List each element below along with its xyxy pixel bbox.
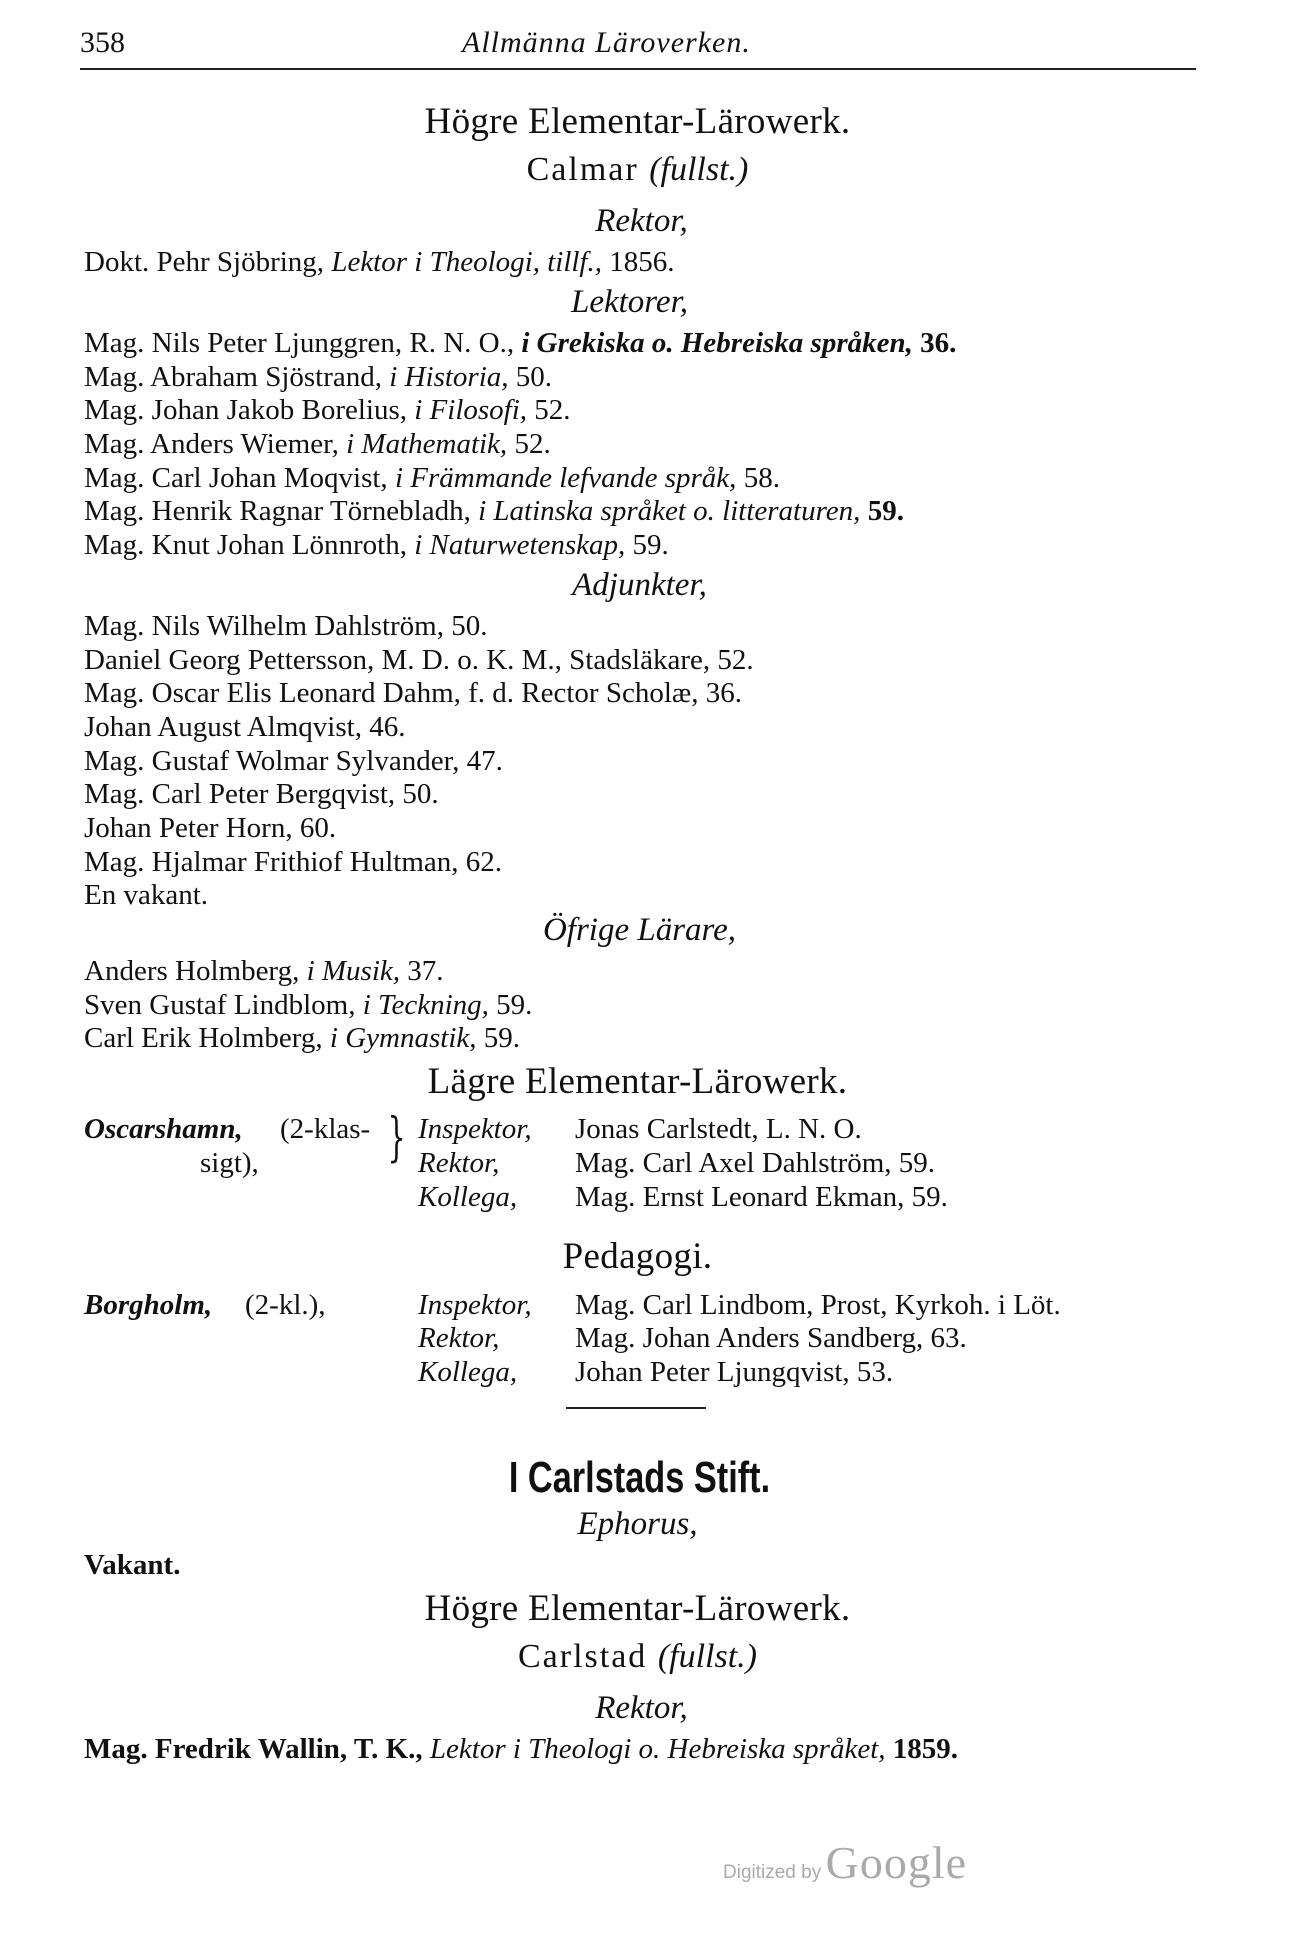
lektor-name: Mag. Carl Johan Moqvist, (84, 462, 388, 494)
list-item (84, 528, 669, 562)
rektor-year: 1859. (892, 1733, 959, 1765)
lektor-name: Mag. Abraham Sjöstrand, (84, 361, 383, 393)
ephorus-heading: Ephorus, (577, 1506, 698, 1542)
watermark-brand: Google (825, 1837, 968, 1888)
list-item (84, 1021, 520, 1055)
watermark-prefix: Digitized by (723, 1862, 822, 1883)
teacher-year: 59. (496, 989, 533, 1021)
city-carlstad (0, 1638, 1287, 1676)
staff-name: Mag. Johan Anders Sandberg, 63. (575, 1322, 967, 1354)
section-title-pedagogi: Pedagogi. (562, 1236, 713, 1277)
teacher-subject: i Teckning, (362, 989, 489, 1021)
list-item (84, 954, 444, 988)
section-divider (566, 1407, 706, 1409)
lektor-subject: i Historia, (389, 361, 509, 393)
staff-role: Rektor, (418, 1147, 500, 1179)
list-item: Mag. Nils Wilhelm Dahlström, 50. (84, 610, 488, 642)
list-item: Johan Peter Horn, 60. (84, 812, 337, 844)
staff-name: Mag. Ernst Leonard Ekman, 59. (575, 1181, 948, 1213)
lektor-name: Mag. Johan Jakob Borelius, (84, 394, 407, 426)
rektor-heading: Rektor, (595, 1690, 688, 1726)
lektor-subject: i Grekiska o. Hebreiska språken, (521, 327, 913, 359)
rektor-year: 1856. (609, 246, 675, 278)
teacher-name: Sven Gustaf Lindblom, (84, 989, 356, 1021)
place-oscarshamn: Oscarshamn, (84, 1113, 243, 1145)
ephorus-value: Vakant. (84, 1549, 181, 1581)
staff-role: Kollega, (418, 1356, 518, 1388)
list-item: Mag. Hjalmar Frithiof Hultman, 62. (84, 846, 503, 878)
staff-name: Jonas Carlstedt, L. N. O. (575, 1113, 862, 1145)
rektor-heading: Rektor, (595, 203, 688, 239)
rektor-subject: Lektor i Theologi, tillf., (331, 246, 602, 278)
staff-role: Inspektor, (418, 1113, 532, 1145)
rektor-entry (84, 245, 674, 279)
lektor-name: Mag. Knut Johan Lönnroth, (84, 529, 407, 561)
city-name: Carlstad (518, 1638, 648, 1675)
brace-symbol: } (387, 1108, 406, 1168)
list-item: Mag. Oscar Elis Leonard Dahm, f. d. Rector Scholæ, 36. (84, 677, 742, 709)
city-name: Calmar (526, 151, 639, 188)
running-title: Allmänna Läroverken. (462, 26, 751, 59)
section-title-calmar: Högre Elementar-Lärowerk. (424, 101, 851, 142)
lektor-subject: i Mathematik, (346, 428, 508, 460)
city-note: (fullst.) (649, 151, 749, 188)
place-note-2: sigt), (200, 1147, 259, 1179)
lektor-name: Mag. Anders Wiemer, (84, 428, 339, 460)
rektor-entry (84, 1732, 958, 1766)
staff-role: Inspektor, (418, 1289, 532, 1321)
list-item: Johan August Almqvist, 46. (84, 711, 406, 743)
list-item: Daniel Georg Pettersson, M. D. o. K. M., Stadsläkare, 52. (84, 644, 754, 676)
teacher-subject: i Musik, (306, 955, 401, 987)
watermark (723, 1836, 967, 1889)
rektor-subject: Lektor i Theologi o. Hebreiska språket, (429, 1733, 886, 1765)
teacher-year: 37. (407, 955, 444, 987)
lektor-year: 50. (515, 361, 553, 393)
list-item (84, 461, 780, 495)
place-note: (2-kl.), (245, 1289, 326, 1321)
list-item: En vakant. (84, 879, 209, 911)
staff-role: Rektor, (418, 1322, 500, 1354)
list-item (84, 393, 571, 427)
teacher-year: 59. (483, 1022, 521, 1054)
lektor-subject: i Naturwetenskap, (414, 529, 626, 561)
page-number: 358 (80, 26, 125, 59)
list-item (84, 326, 956, 360)
list-item (84, 427, 551, 461)
city-note: (fullst.) (657, 1638, 757, 1675)
lektor-year: 59. (867, 495, 904, 527)
lektor-year: 52. (514, 428, 551, 460)
staff-name: Mag. Carl Lindbom, Prost, Kyrkoh. i Löt. (575, 1289, 1061, 1321)
adjunkter-heading: Adjunkter, (572, 567, 707, 603)
lektor-subject: i Främmande lefvande språk, (394, 462, 737, 494)
staff-name: Mag. Carl Axel Dahlström, 59. (575, 1147, 936, 1179)
lektor-subject: i Latinska språket o. litteraturen, (478, 495, 861, 527)
lektorer-heading: Lektorer, (570, 284, 688, 320)
place-borgholm: Borgholm, (84, 1289, 213, 1321)
staff-role: Kollega, (418, 1181, 518, 1213)
stift-title: I Carlstads Stift. (508, 1453, 771, 1502)
ofrige-heading: Öfrige Lärare, (542, 912, 737, 948)
lektor-year: 58. (743, 462, 780, 494)
teacher-subject: i Gymnastik, (329, 1022, 477, 1054)
list-item (84, 494, 904, 528)
header-rule (80, 68, 1196, 70)
city-calmar (0, 151, 1287, 189)
staff-name: Johan Peter Ljungqvist, 53. (575, 1356, 894, 1388)
teacher-name: Carl Erik Holmberg, (84, 1022, 323, 1054)
lektor-year: 36. (920, 327, 957, 359)
rektor-name: Mag. Fredrik Wallin, T. K., (84, 1733, 423, 1765)
list-item: Mag. Gustaf Wolmar Sylvander, 47. (84, 745, 503, 777)
list-item: Mag. Carl Peter Bergqvist, 50. (84, 778, 439, 810)
rektor-name: Dokt. Pehr Sjöbring, (84, 246, 325, 278)
list-item (84, 988, 532, 1022)
lektor-year: 59. (632, 529, 669, 561)
lektor-year: 52. (534, 394, 571, 426)
lektor-name: Mag. Henrik Ragnar Törnebladh, (84, 495, 471, 527)
lektor-subject: i Filosofi, (414, 394, 528, 426)
teacher-name: Anders Holmberg, (84, 955, 300, 987)
section-title-carlstad: Högre Elementar-Lärowerk. (424, 1588, 851, 1629)
section-title-lagre: Lägre Elementar-Lärowerk. (427, 1061, 848, 1102)
list-item (84, 360, 552, 394)
lektor-name: Mag. Nils Peter Ljunggren, R. N. O., (84, 327, 515, 359)
place-note-1: (2-klas- (280, 1113, 371, 1145)
